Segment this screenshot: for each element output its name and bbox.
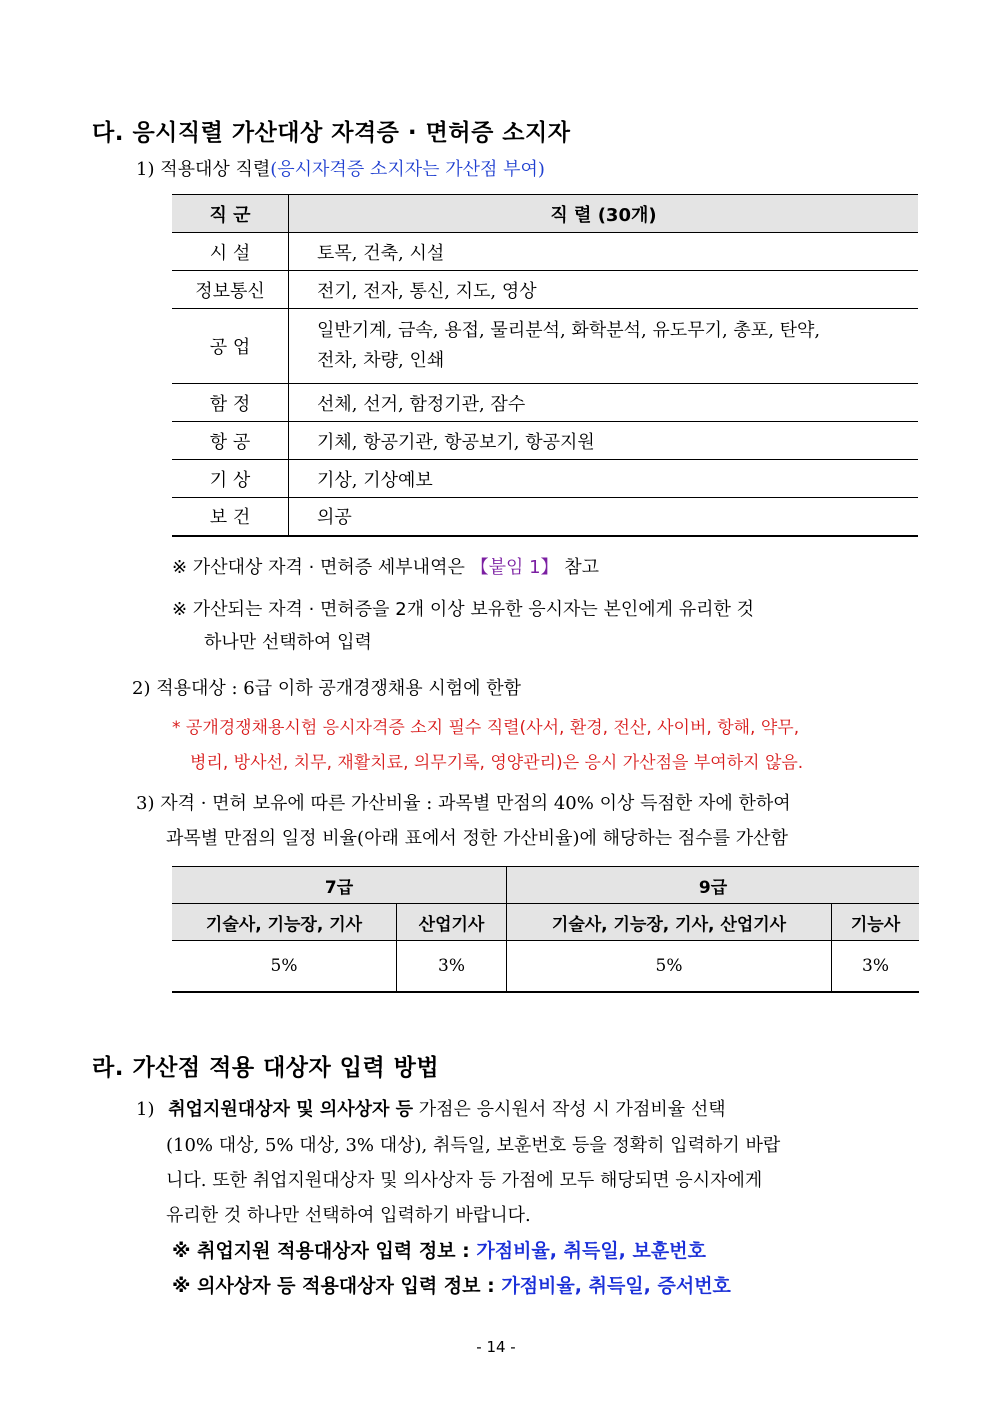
series-cell: 기체, 항공기관, 항공보기, 항공지원 [289, 422, 919, 460]
grade-7-header: 7급 [172, 867, 507, 904]
ratio-value: 3% [832, 941, 920, 993]
note-1 [172, 553, 599, 579]
series-line: 전차, 차량, 인쇄 [317, 350, 445, 371]
item-1-label: 1) [136, 1099, 155, 1120]
input-method-line-1 [136, 1093, 726, 1127]
series-cell: 기상, 기상예보 [289, 460, 919, 498]
note-2-line-2: 하나만 선택하여 입력 [204, 632, 372, 653]
note-1-prefix: ※ 가산대상 자격 · 면허증 세부내역은 [172, 557, 471, 578]
table-row [172, 498, 918, 536]
header-series: 직 렬 (30개) [289, 195, 919, 233]
item-2-exception-line-1: * 공개경쟁채용시험 응시자격증 소지 필수 직렬(사서, 환경, 전산, 사이버, 항해, 약무, [172, 718, 800, 738]
group-cell: 보 건 [172, 498, 289, 536]
item-1-prefix: 1) 적용대상 직렬 [136, 159, 271, 180]
ratio-table [172, 866, 919, 993]
info-line-1 [172, 1236, 706, 1263]
item-3-line-1: 3) 자격 · 면허 보유에 따른 가산비율 : 과목별 만점의 40% 이상 득점한 자에 한하여 [136, 793, 791, 814]
ratio-value: 5% [172, 941, 397, 993]
item-3-line-2: 과목별 만점의 일정 비율(아래 표에서 정한 가산비율)에 해당하는 점수를 가산함 [166, 828, 788, 849]
input-method-line-4: 유리한 것 하나만 선택하여 입력하기 바랍니다. [166, 1205, 531, 1226]
table-row [172, 271, 918, 309]
info-2-fields: 가점비율, 취득일, 증서번호 [501, 1275, 731, 1297]
item-1-line-1-rest: 가점은 응시원서 작성 시 가점비율 선택 [413, 1099, 726, 1120]
g7-cert-col-2: 산업기사 [397, 904, 507, 941]
info-2-prefix: ※ 의사상자 등 적용대상자 입력 정보 : [172, 1275, 502, 1297]
item-1-apply-series [136, 153, 545, 187]
ratio-table-grade-row [172, 867, 919, 904]
group-cell: 기 상 [172, 460, 289, 498]
section-heading-e: 라. 가산점 적용 대상자 입력 방법 [92, 1055, 440, 1081]
grade-9-header: 9급 [507, 867, 920, 904]
section-heading-d: 다. 응시직렬 가산대상 자격증 · 면허증 소지자 [92, 120, 571, 146]
group-cell: 공 업 [172, 309, 289, 384]
table-row [172, 309, 918, 384]
table-row [172, 422, 918, 460]
item-1-bold-subject: 취업지원대상자 및 의사상자 등 [168, 1099, 414, 1120]
ratio-table-values-row [172, 941, 919, 993]
header-group: 직 군 [172, 195, 289, 233]
group-cell: 항 공 [172, 422, 289, 460]
series-cell: 선체, 선거, 함정기관, 잠수 [289, 384, 919, 422]
series-line: 일반기계, 금속, 용접, 물리분석, 화학분석, 유도무기, 총포, 탄약, [317, 320, 821, 341]
item-2-exception-line-2: 병리, 방사선, 치무, 재활치료, 의무기록, 영양관리)은 응시 가산점을 부여하지 않음. [190, 753, 804, 773]
ratio-value: 3% [397, 941, 507, 993]
group-cell: 정보통신 [172, 271, 289, 309]
info-line-2 [172, 1271, 731, 1298]
series-cell: 의공 [289, 498, 919, 536]
series-table [172, 194, 918, 537]
table-row [172, 233, 918, 271]
series-cell: 토목, 건축, 시설 [289, 233, 919, 271]
input-method-line-3: 니다. 또한 취업지원대상자 및 의사상자 등 가점에 모두 해당되면 응시자에게 [166, 1170, 763, 1191]
series-table-header [172, 195, 918, 233]
group-cell: 함 정 [172, 384, 289, 422]
info-1-fields: 가점비율, 취득일, 보훈번호 [476, 1240, 706, 1262]
ratio-value: 5% [507, 941, 832, 993]
series-cell [289, 309, 919, 384]
table-row [172, 384, 918, 422]
page-number: - 14 - [476, 1338, 516, 1356]
note-1-ref: 【붙임 1】 [470, 557, 559, 578]
item-2: 2) 적용대상 : 6급 이하 공개경쟁채용 시험에 한함 [132, 678, 522, 699]
input-method-line-2: (10% 대상, 5% 대상, 3% 대상), 취득일, 보훈번호 등을 정확히 입력하기 바랍 [166, 1135, 781, 1156]
item-1-paren: (응시자격증 소지자는 가산점 부여) [270, 159, 545, 180]
note-1-suffix: 참고 [558, 557, 600, 578]
series-cell: 전기, 전자, 통신, 지도, 영상 [289, 271, 919, 309]
ratio-table-cert-row [172, 904, 919, 941]
g7-cert-col-1: 기술사, 기능장, 기사 [172, 904, 397, 941]
group-cell: 시 설 [172, 233, 289, 271]
table-row [172, 460, 918, 498]
g9-cert-col-2: 기능사 [832, 904, 920, 941]
note-2-line-1: ※ 가산되는 자격 · 면허증을 2개 이상 보유한 응시자는 본인에게 유리한 것 [172, 599, 755, 620]
info-1-prefix: ※ 취업지원 적용대상자 입력 정보 : [172, 1240, 477, 1262]
g9-cert-col-1: 기술사, 기능장, 기사, 산업기사 [507, 904, 832, 941]
